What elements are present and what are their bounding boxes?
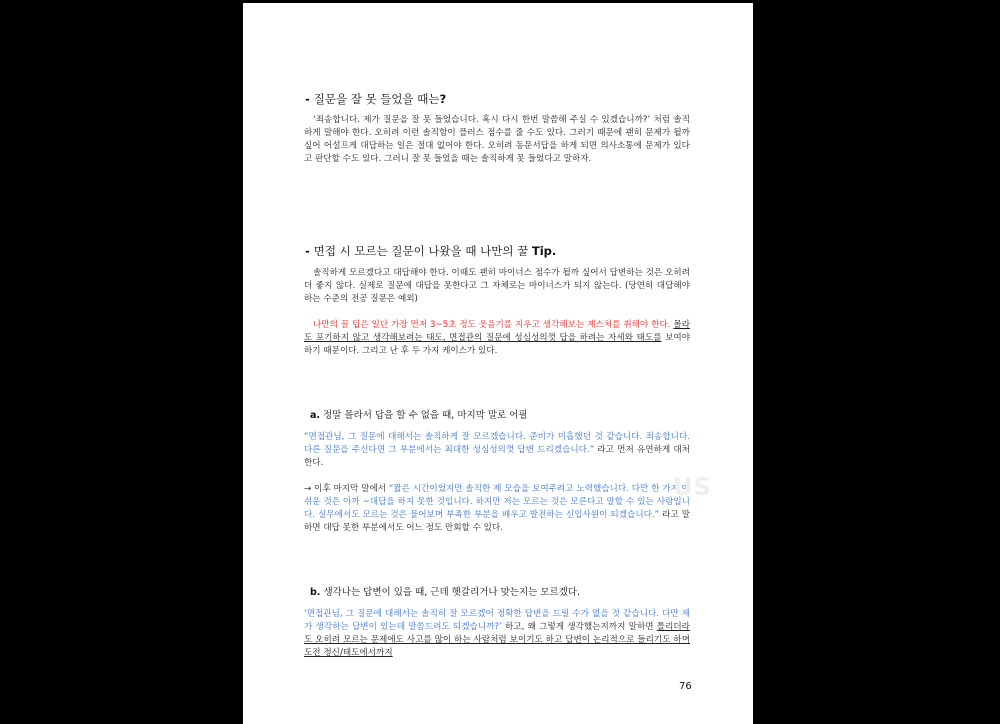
case-a-quote-paragraph bbox=[304, 431, 690, 470]
case-title: 정말 몰라서 답을 할 수 없을 때, 마지막 말로 어필 bbox=[320, 410, 528, 421]
case-title: 생각나는 답변이 있을 때, 근데 헷갈리거나 맞는지는 모르겠다. bbox=[320, 587, 581, 598]
case-label: b. bbox=[310, 587, 321, 598]
page-number: 76 bbox=[679, 681, 692, 692]
tip-underlined-text: 몰라도 포기하지 않고 생각해보려는 태도, 면접관의 질문에 성심성의껏 답을 하려는 자세와 태도를 bbox=[304, 320, 690, 343]
heading-text: 질문을 잘 못 들었을 때는 bbox=[313, 92, 440, 106]
heading-dash: - bbox=[305, 244, 314, 258]
section-heading-misheard bbox=[305, 91, 446, 107]
heading-tip: Tip. bbox=[531, 244, 557, 258]
section-heading-unknown-question bbox=[305, 243, 556, 259]
case-b-paragraph bbox=[304, 608, 690, 660]
case-a-heading bbox=[310, 407, 528, 421]
tip-highlight-text: 나만의 꿀 팁은 일단 가장 먼저 3~5초 정도 웃음기를 지우고 생각해보는 제스처를 취해야 한다. bbox=[313, 320, 671, 330]
paragraph-text: 하고, 왜 그렇게 생각했는지까지 말하면 bbox=[501, 622, 657, 632]
paragraph-text: 솔직하게 모르겠다고 대답해야 한다. 이때도 괜히 마이너스 점수가 될까 싶어서 답변하는 것은 오히려 더 좋지 않다. 실제로 질문에 대답을 못한다고 그 자체로는 마이너스가 되지 않는다. (당연히 대답해야 하는 수준의 전공 질문은 예외) bbox=[304, 268, 690, 304]
paragraph-text: 보여야 하기 때문이다. 그리고 난 후 두 가지 케이스가 있다. bbox=[304, 333, 690, 356]
case-a-closing-paragraph bbox=[304, 483, 690, 535]
paragraph-text: 라고 말하면 대답 못한 부분에서도 어느 정도 만회할 수 있다. bbox=[304, 510, 690, 533]
document-page bbox=[243, 3, 753, 724]
underlined-text: 틀리더라도 오히려 모르는 문제에도 사고를 많이 하는 사람처럼 보이기도 하고 답변이 논리적으로 들리기도 하며 도전 정신/태도에서까지 bbox=[304, 622, 690, 658]
heading-dash: - bbox=[305, 92, 314, 106]
arrow-text: → 이후 마지막 말에서 bbox=[304, 484, 389, 494]
paragraph-misheard bbox=[304, 114, 690, 166]
watermark: US bbox=[673, 473, 712, 501]
heading-text: 면접 시 모르는 질문이 나왔을 때 나만의 꿀 bbox=[313, 244, 532, 258]
paragraph-text: 라고 먼저 유연하게 대처한다. bbox=[304, 445, 691, 468]
case-label: a. bbox=[310, 410, 321, 421]
case-b-heading bbox=[310, 584, 580, 598]
quote-text: “짧은 시간이었지만 솔직한 제 모습을 보여주려고 노력했습니다. 다만 한 가지 아쉬운 것은 아까 ~대답을 하지 못한 것입니다. 하지만 저는 모르는 것은 모른다고 말할 수 있는 사람입니다. 실무에서도 모르는 것은 물어보며 부족한 부분을 배우고 발전하는 신입사원이 되겠습니다.” bbox=[304, 484, 691, 520]
quote-text: “면접관님, 그 질문에 대해서는 솔직하게 잘 모르겠습니다. 준비가 미흡했던 것 같습니다. 죄송합니다. 다른 질문을 주신다면 그 부분에서는 최대한 성심성의껏 답변 드리겠습니다.” bbox=[304, 432, 690, 455]
paragraph-unknown-intro bbox=[304, 267, 690, 306]
paragraph-my-tip bbox=[304, 319, 690, 358]
heading-question-mark: ? bbox=[439, 92, 447, 106]
paragraph-text: ‘죄송합니다. 제가 질문을 잘 못 들었습니다. 혹시 다시 한번 말씀해 주실 수 있겠습니까?’ 처럼 솔직하게 말해야 한다. 오히려 이런 솔직함이 플러스 점수를 줄 수도 있다. 그러기 때문에 괜히 문제가 될까 싶어 어설프게 대답하는 일은 절대 없어야 한다. 오히려 동문서답을 하게 되면 의사소통에 문제가 있다고 판단할 수도 있다. 그러니 잘 못 들었을 때는 솔직하게 못 들었다고 말하자. bbox=[304, 115, 690, 164]
quote-text: ‘면접관님, 그 질문에 대해서는 솔직히 잘 모르겠어 정확한 답변을 드릴 수가 없을 것 같습니다. 다만 제가 생각하는 답변이 있는데 말씀드려도 되겠습니까?’ bbox=[304, 609, 690, 632]
